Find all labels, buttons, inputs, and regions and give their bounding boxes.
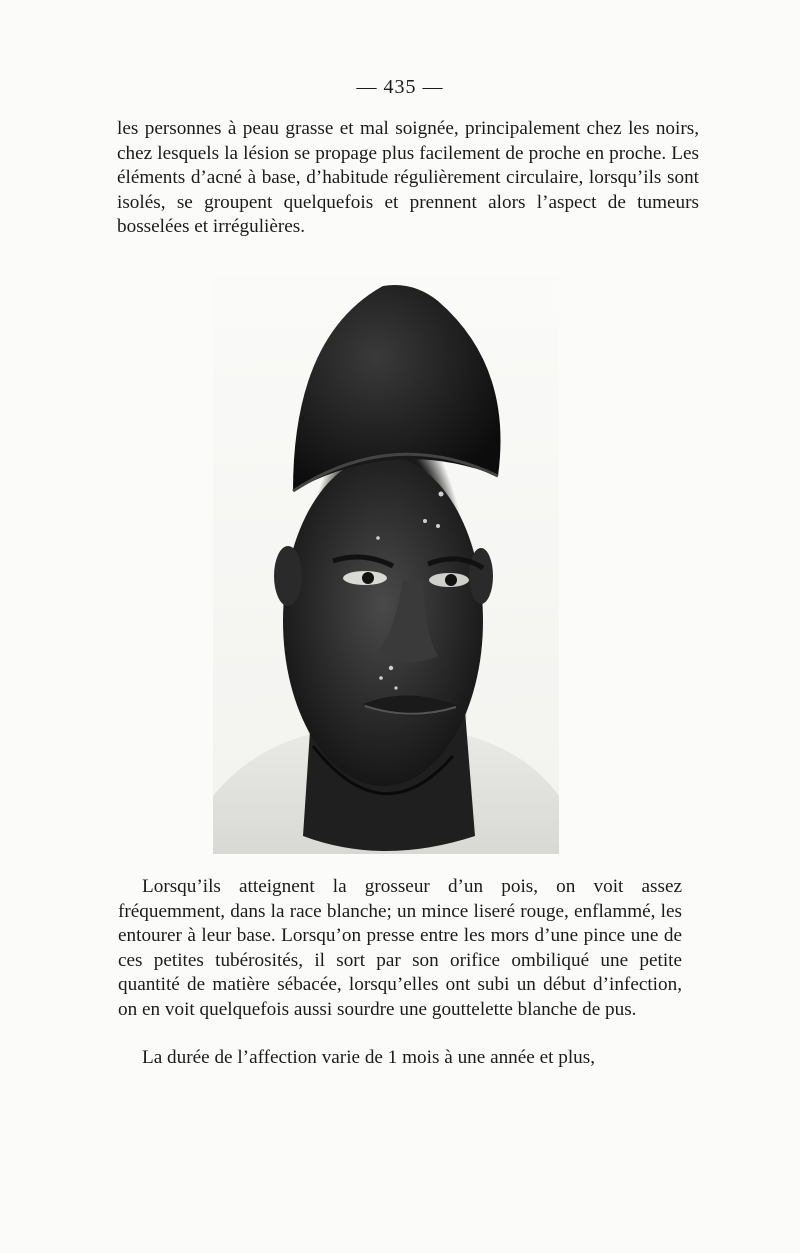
page-number: — 435 — bbox=[356, 76, 444, 98]
paragraph-middle: Lorsqu’ils atteignent la grosseur d’un pois, on voit assez fréquemment, dans la race blanche; un mince liseré rouge, enflammé, les entourer à leur base. Lorsqu’on presse entre les mors d’une pince une de ces petites tubérosités, il sort par son orifice ombiliqué une petite quantité de matière sébacée, lorsqu’elles ont subi un début d’infection, on en voit quelquefois aussi sourdre une gouttelette blanche de pus. bbox=[118, 876, 682, 1020]
paragraph-last: La durée de l’affection varie de 1 mois à une année et plus, bbox=[142, 1047, 596, 1068]
paragraph-top: les personnes à peau grasse et mal soignée, principalement chez les noirs, chez lesquels la lésion se propage plus facilement de proche en proche. Les éléments d’acné à base, d’habitude régulièrement circulaire, lorsqu’ils sont isolés, se groupent quelquefois et prennent alors l’aspect de tumeurs bosselées et irrégulières. bbox=[117, 118, 699, 238]
portrait-photograph bbox=[213, 276, 559, 854]
